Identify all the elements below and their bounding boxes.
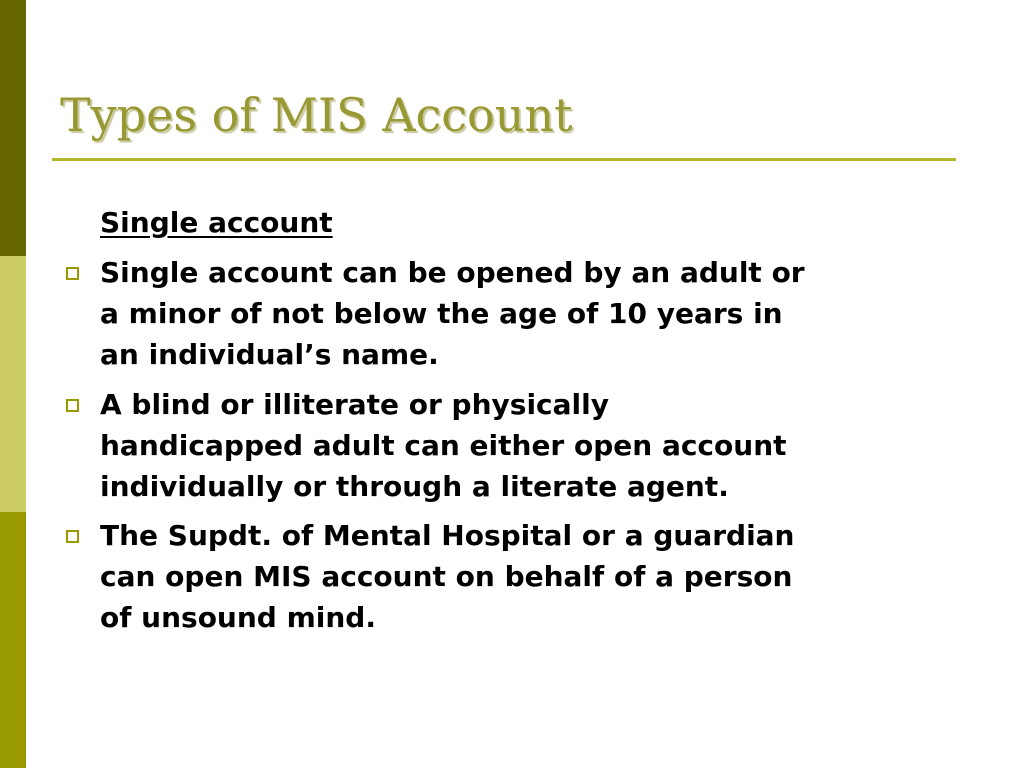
bullet-line: handicapped adult can either open account	[100, 429, 787, 462]
square-bullet-icon	[66, 530, 79, 543]
bullet-line: an individual’s name.	[100, 338, 439, 371]
sidebar-stripe-bottom	[0, 512, 26, 768]
bullet-item-2	[100, 384, 980, 507]
bullet-line: a minor of not below the age of 10 years in	[100, 297, 783, 330]
square-bullet-icon	[66, 399, 79, 412]
bullet-line: individually or through a literate agent.	[100, 470, 729, 503]
bullet-line: can open MIS account on behalf of a person	[100, 560, 793, 593]
bullet-line: The Supdt. of Mental Hospital or a guardian	[100, 519, 795, 552]
sidebar-stripe-top	[0, 0, 26, 256]
bullet-line: A blind or illiterate or physically	[100, 388, 609, 421]
bullet-item-3	[100, 515, 980, 638]
bullet-line: of unsound mind.	[100, 601, 376, 634]
bullet-line: Single account can be opened by an adult or	[100, 256, 805, 289]
slide-title: Types of MIS Account	[60, 88, 573, 142]
title-underline-rule	[52, 158, 956, 161]
square-bullet-icon	[66, 267, 79, 280]
bullet-item-1	[100, 252, 980, 375]
section-subheading: Single account	[100, 206, 333, 239]
sidebar-stripe-middle	[0, 256, 26, 512]
